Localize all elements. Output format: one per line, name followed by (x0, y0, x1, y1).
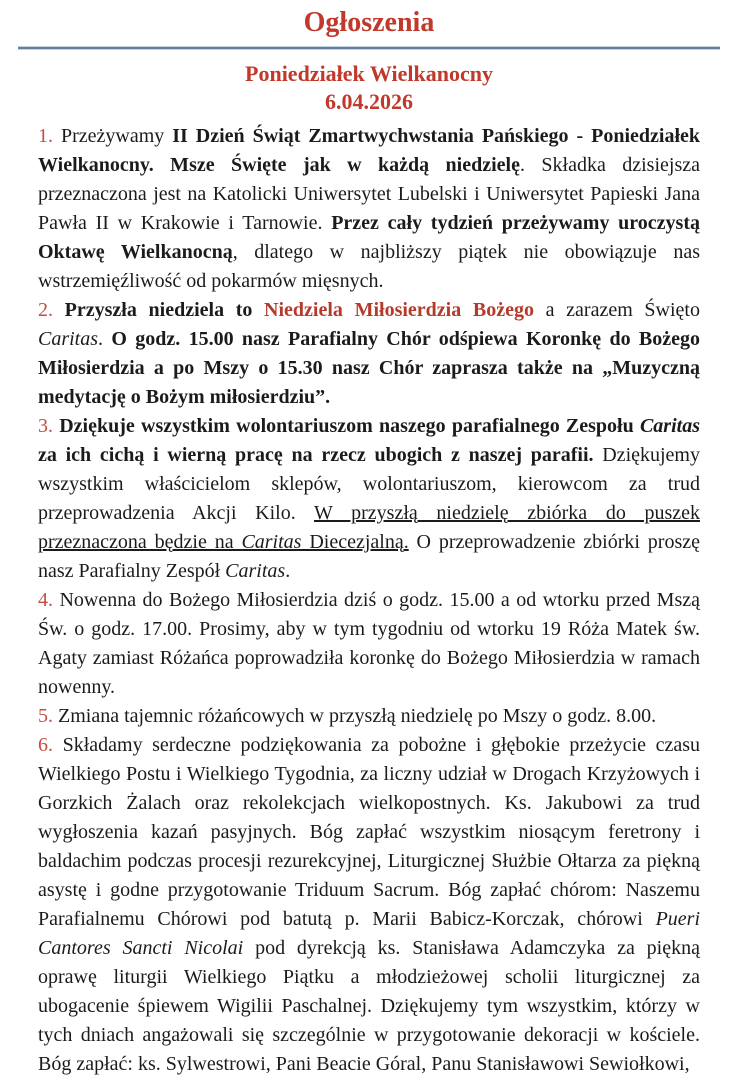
announcements-list (38, 122, 700, 1079)
text-run: . Składka dzisiejsza przeznaczona jest na Katolicki Uniwersytet Lubelski i Uniwersytet Papieski Jana Pawła II w Krakowie i Tarnowie. (38, 154, 700, 234)
text-run: . (98, 328, 112, 350)
text-run: Caritas (241, 531, 302, 553)
day-subtitle: Poniedziałek Wielkanocny (245, 61, 493, 86)
text-run: za ich cichą i wierną pracę na rzecz ubogich z naszej parafii. (38, 444, 594, 466)
announcement-paragraph (38, 731, 700, 1079)
text-run (53, 299, 65, 321)
announcement-paragraph (38, 586, 700, 702)
text-run: W przyszłą niedzielę zbiórka do puszek przeznaczona będzie na (38, 502, 700, 553)
announcement-number: 4. (38, 589, 53, 611)
announcement-number: 5. (38, 705, 53, 727)
announcement-number: 3. (38, 415, 53, 437)
text-run: Pueri Cantores Sancti Nicolai (38, 908, 700, 959)
text-run: Caritas (639, 415, 700, 437)
date-heading: 6.04.2026 (325, 89, 413, 114)
text-run: II Dzień Świąt Zmartwychwstania Pańskiego - Poniedziałek Wielkanocny. Msze Święte jak w każdą niedzielę (38, 125, 700, 176)
text-run: Nowenna do Bożego Miłosierdzia dziś o godz. 15.00 a od wtorku przed Mszą Św. o godz. 17.00. Prosimy, aby w tym tygodniu od wtorku 19 Róża Matek św. Agaty zamiast Różańca poprowadziła koronkę do Bożego Miłosierdzia w ramach nowenny. (38, 589, 700, 698)
page-title: Ogłoszenia (303, 7, 435, 38)
text-run: Dziękuje wszystkim wolontariuszom naszego parafialnego Zespołu (59, 415, 640, 437)
text-run: Diecezjalną. (301, 531, 409, 553)
announcement-paragraph (38, 702, 700, 731)
text-run: Zmiana tajemnic różańcowych w przyszłą niedzielę po Mszy o godz. 8.00. (53, 705, 657, 727)
text-run: O godz. 15.00 nasz Parafialny Chór odśpiewa Koronkę do Bożego Miłosierdzia a po Mszy o 15.30 nasz Chór zaprasza także na „Muzyczną medytację o Bożym miłosierdziu”. (38, 328, 701, 408)
text-run: , dlatego w najbliższy piątek nie obowiązuje nas wstrzemięźliwość od pokarmów mięsnych. (38, 241, 700, 292)
text-run: Przyszła niedziela to (64, 299, 265, 321)
text-run: Składamy serdeczne podziękowania za pobożne i głębokie przeżycie czasu Wielkiego Postu i Wielkiego Tygodnia, za liczny udział w Drogach Krzyżowych i Gorzkich Żalach oraz rekolekcjach wielkopostnych. Ks. Jakubowi za trud wygłoszenia kazań pasyjnych. Bóg zapłać wszystkim niosącym feretrony i baldachim podczas procesji rezurekcyjnej, Liturgicznej Służbie Ołtarza za piękną asystę i godne przygotowanie Triduum Sacrum. Bóg zapłać chórom: Naszemu Parafialnemu Chórowi pod batutą p. Marii Babicz-Korczak, chórowi (38, 734, 700, 930)
text-run: . (285, 560, 291, 582)
announcement-number: 2. (38, 299, 53, 321)
title-divider-rule (18, 46, 720, 50)
text-run: Caritas (38, 328, 99, 350)
announcement-paragraph (38, 412, 700, 586)
announcement-number: 1. (38, 125, 53, 147)
text-run: Przez cały tydzień przeżywamy uroczystą Oktawę Wielkanocną (38, 212, 700, 263)
text-run: O przeprowadzenie zbiórki proszę nasz Parafialny Zespół (38, 531, 700, 582)
text-run: a zarazem Święto (533, 299, 700, 321)
announcement-number: 6. (38, 734, 53, 756)
text-run: Dziękujemy wszystkim właścicielom sklepów, wolontariuszom, kierowcom za trud przeprowadzenia Akcji Kilo. (38, 444, 700, 524)
text-run: Niedziela Miłosierdzia Bożego (264, 299, 534, 321)
announcement-paragraph (38, 122, 700, 296)
text-run: Przeżywamy (53, 125, 173, 147)
text-run: Caritas (225, 560, 286, 582)
announcement-paragraph (38, 296, 700, 412)
text-run: pod dyrekcją ks. Stanisława Adamczyka za piękną oprawę liturgii Wielkiego Piątku a młodzieżowej scholii liturgicznej za ubogacenie śpiewem Wigilii Paschalnej. Dziękujemy tym wszystkim, którzy w tych dniach angażowali się szczególnie w przygotowanie dekoracji w kościele. Bóg zapłać: ks. Sylwestrowi, Pani Beacie Góral, Panu Stanisławowi Sewiołkowi, (38, 937, 700, 1075)
